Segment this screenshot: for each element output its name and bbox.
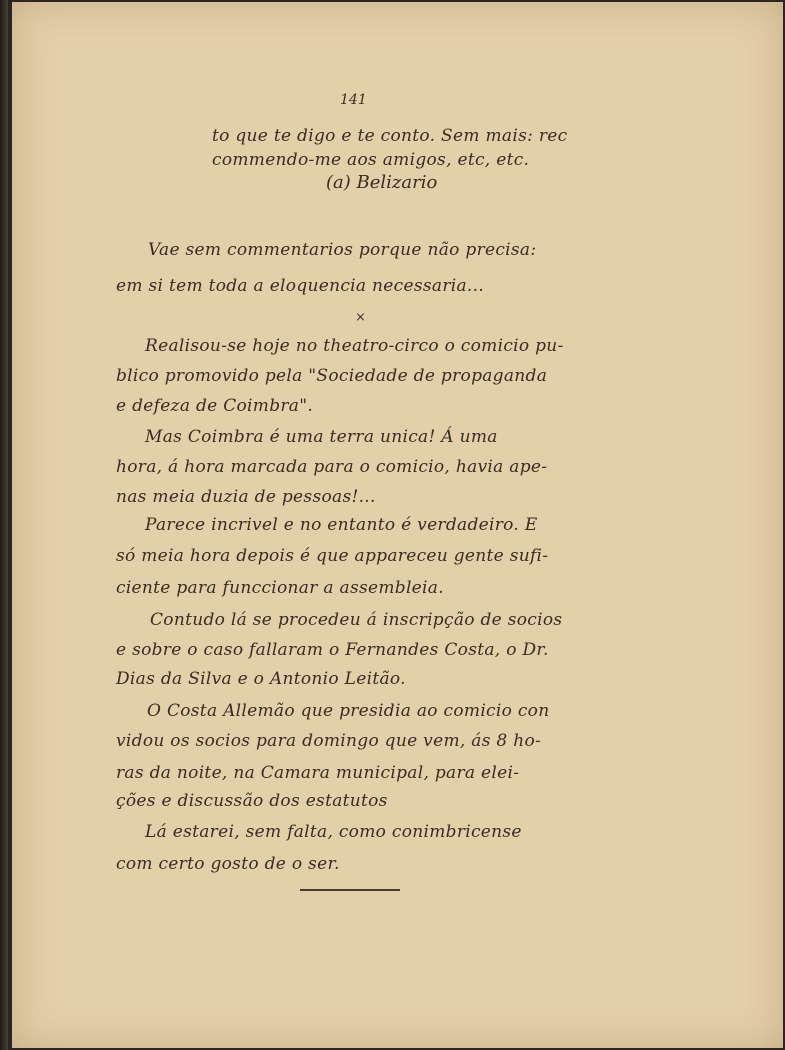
separator-mark: × (355, 310, 366, 325)
paragraph-line-18: com certo gosto de o ser. (116, 854, 340, 874)
paragraph-line-12: Dias da Silva e o Antonio Leitão. (116, 669, 406, 689)
paragraph-line-8: só meia hora depois é que appareceu gente sufi- (116, 546, 549, 566)
paragraph-line-16: ções e discussão dos estatutos (116, 791, 388, 811)
signature: (a) Belizario (326, 172, 438, 193)
paragraph-line-14: vidou os socios para domingo que vem, ás 8 ho- (116, 731, 542, 751)
paragraph-line-2: blico promovido pela "Sociedade de propaganda (116, 366, 548, 386)
closing-line-1: to que te digo e te conto. Sem mais: rec (212, 126, 568, 146)
closing-rule (300, 889, 400, 891)
paragraph-line-1: Realisou-se hoje no theatro-circo o comicio pu- (145, 336, 564, 356)
paragraph-line-10: Contudo lá se procedeu á inscripção de socios (150, 610, 563, 630)
paragraph-line-11: e sobre o caso fallaram o Fernandes Costa, o Dr. (116, 640, 549, 660)
paragraph-line-6: nas meia duzia de pessoas!... (116, 487, 376, 507)
page-number: 141 (340, 92, 367, 108)
book-spine (0, 0, 8, 1050)
paragraph-line-9: ciente para funccionar a assembleia. (116, 578, 444, 598)
paragraph-line-13: O Costa Allemão que presidia ao comicio con (147, 701, 550, 721)
paragraph-line-3: e defeza de Coimbra". (116, 396, 314, 416)
closing-line-2: commendo-me aos amigos, etc, etc. (212, 150, 530, 170)
paragraph-line-15: ras da noite, na Camara municipal, para elei- (116, 763, 520, 783)
paragraph-line-7: Parece incrivel e no entanto é verdadeiro. E (145, 515, 538, 535)
paragraph-line-17: Lá estarei, sem falta, como conimbricense (145, 822, 522, 842)
comment-line-2: em si tem toda a eloquencia necessaria... (116, 276, 485, 296)
paragraph-line-4: Mas Coimbra é uma terra unica! Á uma (145, 427, 498, 447)
comment-line-1: Vae sem commentarios porque não precisa: (148, 240, 537, 260)
paragraph-line-5: hora, á hora marcada para o comicio, havia ape- (116, 457, 548, 477)
